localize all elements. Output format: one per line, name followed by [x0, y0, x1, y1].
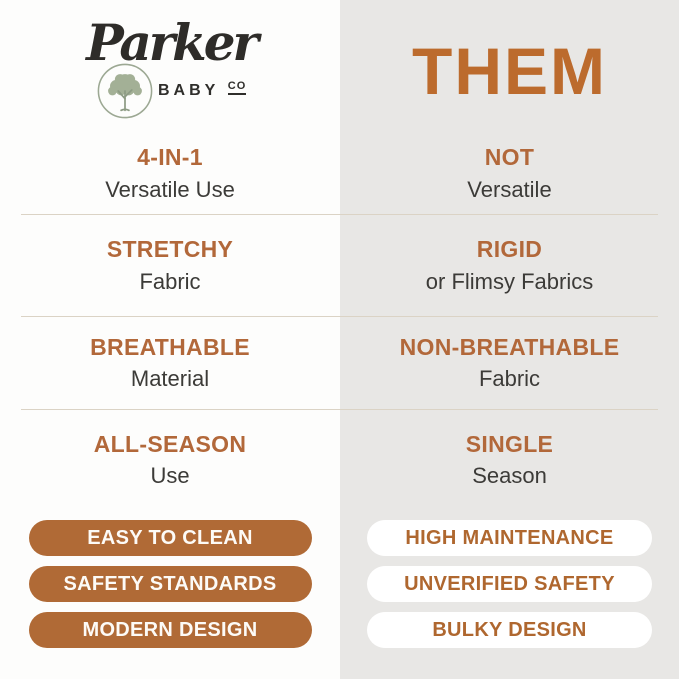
us-title: BREATHABLE — [90, 333, 250, 360]
logo-script-text: Parker — [86, 13, 256, 72]
them-cell-breathability — [340, 317, 679, 409]
them-subtitle: Versatile — [467, 176, 552, 202]
us-cell-season — [0, 410, 340, 510]
compare-row-breathability — [0, 317, 679, 409]
them-badge: UNVERIFIED SAFETY — [367, 566, 652, 602]
logo-baby-text — [158, 80, 246, 100]
them-header-cell — [340, 0, 679, 133]
compare-row-versatility — [0, 133, 679, 214]
us-badges — [0, 520, 340, 679]
us-subtitle: Use — [150, 463, 190, 489]
parker-baby-logo — [0, 0, 340, 133]
us-subtitle: Fabric — [139, 268, 201, 294]
them-subtitle: or Flimsy Fabrics — [425, 268, 594, 294]
them-cell-versatility — [340, 133, 679, 214]
them-title: NON-BREATHABLE — [399, 333, 620, 360]
us-subtitle: Versatile Use — [105, 176, 235, 202]
us-badge: SAFETY STANDARDS — [29, 566, 312, 602]
them-title: RIGID — [476, 236, 543, 263]
them-title: SINGLE — [465, 430, 554, 457]
them-cell-fabric — [340, 215, 679, 316]
them-heading: THEM — [412, 33, 607, 108]
them-title: NOT — [484, 144, 535, 171]
us-cell-breathability — [0, 317, 340, 409]
compare-row-season — [0, 410, 679, 510]
header-row — [0, 0, 679, 133]
badges-section — [0, 510, 679, 679]
us-title: 4-IN-1 — [137, 144, 203, 171]
us-cell-versatility — [0, 133, 340, 214]
them-subtitle: Season — [472, 463, 547, 489]
them-badges — [340, 520, 679, 679]
us-cell-fabric — [0, 215, 340, 316]
them-subtitle: Fabric — [478, 366, 541, 392]
us-title: STRETCHY — [106, 236, 234, 263]
them-cell-season — [340, 410, 679, 510]
us-subtitle: Material — [130, 366, 210, 392]
them-badge: BULKY DESIGN — [367, 612, 652, 648]
us-badge: MODERN DESIGN — [29, 612, 312, 648]
us-title: ALL-SEASON — [93, 430, 247, 457]
us-badge: EASY TO CLEAN — [29, 520, 312, 556]
them-badge: HIGH MAINTENANCE — [367, 520, 652, 556]
logo-word-baby: BABY — [158, 82, 220, 99]
compare-row-fabric — [0, 215, 679, 316]
logo-word-co: CO — [228, 80, 247, 95]
